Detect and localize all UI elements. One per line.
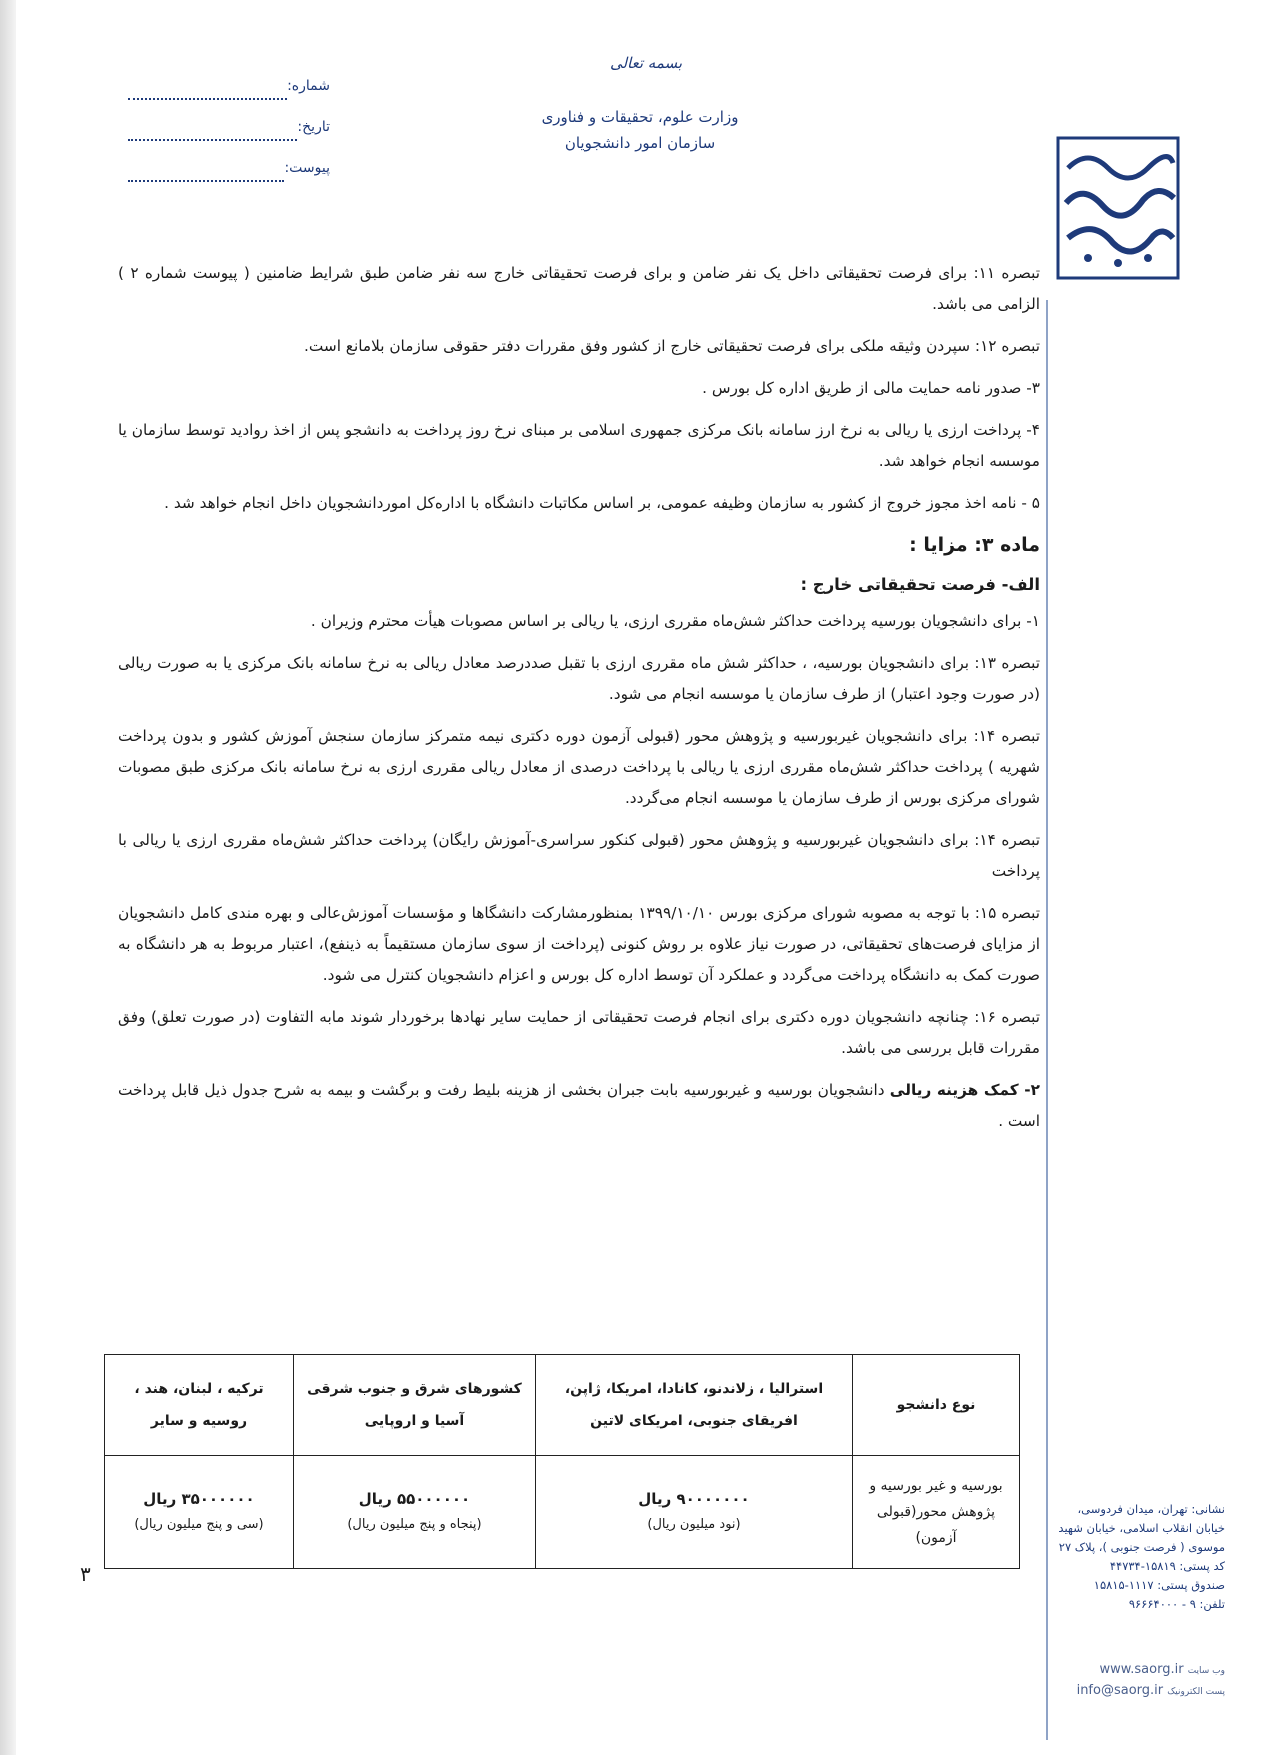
header-region-3: ترکیه ، لبنان، هند ، روسیه و سایر [105, 1355, 294, 1456]
address-line: نشانی: تهران، میدان فردوسی، [1077, 1502, 1225, 1516]
website-link[interactable]: www.saorg.ir [1099, 1662, 1184, 1677]
email-label: پست الکترونیک [1167, 1687, 1225, 1697]
organization-logo [1048, 128, 1188, 288]
note-11: تبصره ۱۱: برای فرصت تحقیقاتی داخل یک نفر ضامن و برای فرصت تحقیقاتی خارج سه نفر ضامن طبق شرایط ضامنین ( پیوست شماره ۲ ) الزامی می باشد. [118, 264, 1040, 313]
item-4: ۴- پرداخت ارزی یا ریالی به نرخ ارز سامانه بانک مرکزی جمهوری اسلامی بر مبنای نرخ روز پرداخت به دانشجو پس از اخذ روادید توسط سازمان یا موسسه انجام خواهد شد. [118, 421, 1040, 470]
item-3: ۳- صدور نامه حمایت مالی از طریق اداره کل بورس . [702, 379, 1040, 397]
date-label: تاریخ: [297, 119, 330, 135]
amount-1-words: (نود میلیون ریال) [647, 1517, 741, 1532]
amount-3-words: (سی و پنج میلیون ریال) [134, 1517, 264, 1532]
note-13: تبصره ۱۳: برای دانشجویان بورسیه، ، حداکثر شش ماه مقرری ارزی با تقبل صددرصد معادل ریالی به نرخ سامانه بانک مرکزی یا به صورت ریالی (در صورت وجود اعتبار) از طرف سازمان یا موسسه انجام می شود. [118, 654, 1040, 703]
address-line: خیابان انقلاب اسلامی، خیابان شهید [1058, 1521, 1225, 1535]
item-a1: ۱- برای دانشجویان بورسیه پرداخت حداکثر شش‌ماه مقرری ارزی، یا ریالی بر اساس مصوبات هیأت محترم وزیران . [310, 612, 1040, 630]
number-row [120, 78, 330, 119]
cell-amount-2 [294, 1456, 536, 1569]
organization-name: سازمان امور دانشجویان [564, 134, 716, 152]
date-dots [128, 138, 297, 141]
website-label: وب سایت [1187, 1666, 1225, 1676]
letter-body [118, 258, 1040, 1148]
note-16: تبصره ۱۶: چنانچه دانشجویان دوره دکتری برای انجام فرصت تحقیقاتی از حمایت سایر نهادها برخوردار شوند مابه التفاوت (در صورت تعلق) وفق مقررات قابل بررسی می باشد. [118, 1008, 1040, 1057]
website-row [1050, 1660, 1225, 1681]
phone: تلفن: ۹ - ۹۶۶۶۴۰۰۰ [1128, 1597, 1225, 1611]
sidebar-divider [1046, 300, 1048, 1740]
amount-1: ۹۰۰۰۰۰۰۰ ریال [638, 1490, 750, 1508]
number-dots [128, 97, 287, 100]
header-region-1: استرالیا ، زلاندنو، کانادا، امریکا، ژاپن، افریقای جنوبی، امریکای لاتین [536, 1355, 853, 1456]
note-12: تبصره ۱۲: سپردن وثیقه ملکی برای فرصت تحقیقاتی خارج از کشور وفق مقررات دفتر حقوقی سازمان بلامانع است. [304, 337, 1040, 355]
ministry-name: وزارت علوم، تحقیقات و فناوری [541, 108, 739, 126]
ministry-header [520, 104, 760, 156]
note-14a: تبصره ۱۴: برای دانشجویان غیربورسیه و پژوهش محور (قبولی آزمون دوره دکتری نیمه متمرکز سازمان سنجش آموزش کشور و بدون پرداخت شهریه ) پرداخت حداکثر شش‌ماه مقرری ارزی یا ریالی با پرداخت درصدی از معادل ریالی مقرری ارزی به نرخ سامانه بانک مرکزی طبق مصوبات شورای مرکزی بورس از طرف سازمان یا موسسه انجام می‌گردد. [118, 727, 1040, 807]
number-label: شماره: [287, 78, 330, 94]
letter-meta [120, 78, 330, 201]
attachment-dots [128, 179, 284, 182]
footer-web [1050, 1660, 1225, 1702]
cost-table [104, 1354, 1020, 1569]
footer-address [1050, 1500, 1225, 1614]
item-a2 [118, 1075, 1040, 1137]
cell-amount-1 [536, 1456, 853, 1569]
po-box: صندوق پستی: ۱۱۱۷-۱۵۸۱۵ [1093, 1578, 1225, 1592]
header-student-type: نوع دانشجو [853, 1355, 1020, 1456]
date-row [120, 119, 330, 160]
attachment-row [120, 160, 330, 201]
page-number: ۳ [80, 1562, 91, 1586]
address-line: موسوی ( فرصت جنوبی )، پلاک ۲۷ [1058, 1540, 1225, 1554]
item-a2-text: دانشجویان بورسیه و غیربورسیه بابت جبران بخشی از هزینه بلیط رفت و برگشت و بیمه به شرح جدول ذیل قابل پرداخت است . [118, 1081, 1040, 1130]
note-14b: تبصره ۱۴: برای دانشجویان غیربورسیه و پژوهش محور (قبولی کنکور سراسری-آموزش رایگان) پرداخت حداکثر شش‌ماه مقرری ارزی یا ریالی با پرداخت [118, 831, 1040, 880]
cell-amount-3 [105, 1456, 294, 1569]
header-region-2: کشورهای شرق و جنوب شرقی آسیا و اروپایی [294, 1355, 536, 1456]
cost-table-header [105, 1355, 1020, 1456]
amount-3: ۳۵۰۰۰۰۰۰ ریال [143, 1490, 255, 1508]
article-3-heading: ماده ۳: مزایا : [909, 534, 1040, 556]
cell-student-type: بورسیه و غیر بورسیه و پژوهش محور(قبولی آزمون) [853, 1456, 1020, 1569]
amount-2-words: (پنجاه و پنج میلیون ریال) [347, 1517, 482, 1532]
attachment-label: پیوست: [284, 160, 330, 176]
table-row [105, 1456, 1020, 1569]
item-5: ۵ - نامه اخذ مجوز خروج از کشور به سازمان وظیفه عمومی، بر اساس مکاتبات دانشگاه با اداره‌کل اموردانشجویان داخل انجام خواهد شد . [164, 494, 1040, 512]
amount-2: ۵۵۰۰۰۰۰۰ ریال [358, 1490, 471, 1508]
basmala: بسمه تعالی [609, 54, 683, 72]
postal-code: کد پستی: ۱۵۸۱۹-۴۴۷۳۴ [1109, 1559, 1225, 1573]
email-link[interactable]: info@saorg.ir [1076, 1683, 1164, 1698]
note-15: تبصره ۱۵: با توجه به مصوبه شورای مرکزی بورس ۱۳۹۹/۱۰/۱۰ بمنظورمشارکت دانشگاها و مؤسسات آموزش‌عالی و بهره مندی کامل دانشجویان از مزایای فرصت‌های تحقیقاتی، در صورت نیاز علاوه بر روش کنونی (پرداخت از سوی سازمان مستقیماً به ذینفع)، اعتبار مربوط به هر دانشگاه به صورت کمک به دانشگاه پرداخت می‌گردد و عملکرد آن توسط اداره کل بورس و اعزام دانشجویان کنترل می شود. [118, 904, 1040, 984]
section-a-heading: الف- فرصت تحقیقاتی خارج : [800, 575, 1040, 594]
email-row [1050, 1681, 1225, 1702]
item-a2-title: ۲- کمک هزینه ریالی [889, 1081, 1041, 1099]
